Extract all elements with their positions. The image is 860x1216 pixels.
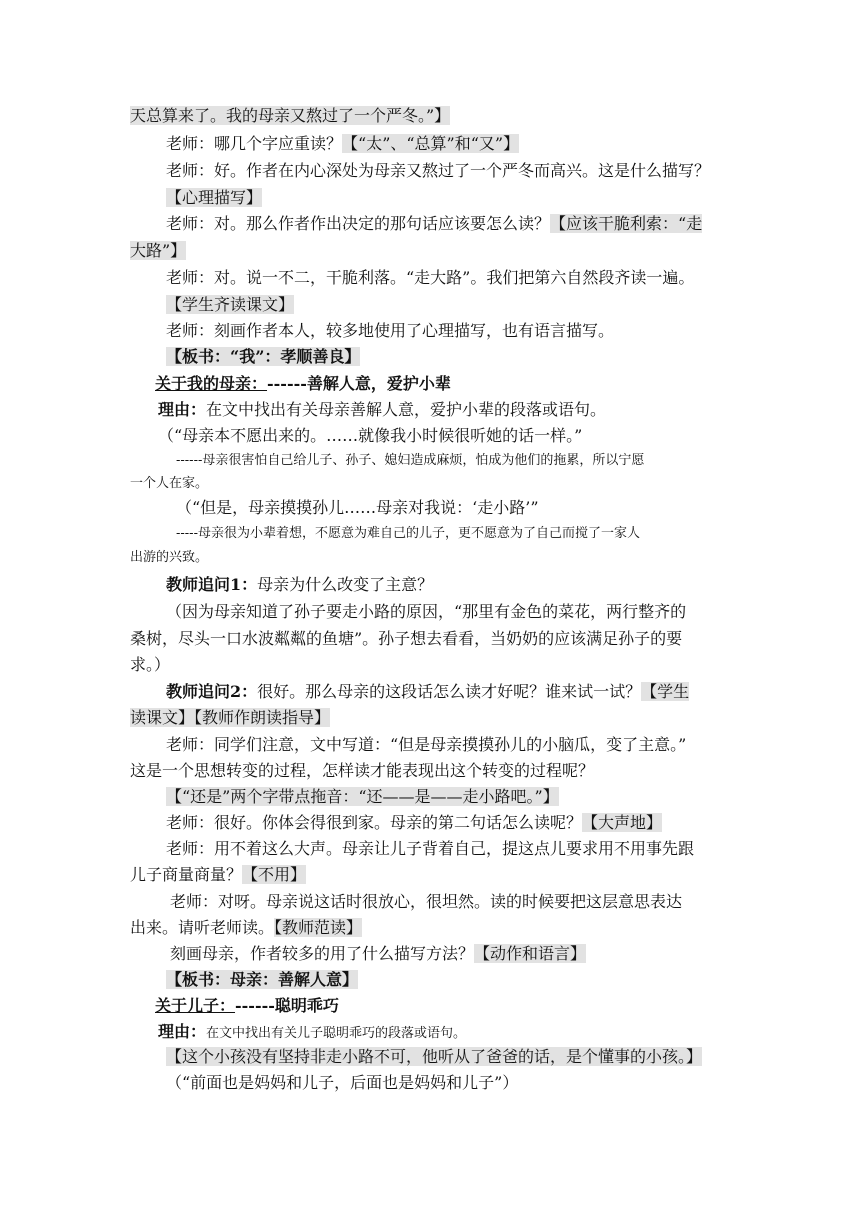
teacher-question: 老师：对。那么作者作出决定的那句话应该要怎么读？ bbox=[166, 214, 551, 233]
activity-highlight: 读课文】 bbox=[130, 708, 195, 727]
text-line: 老师：同学们注意，文中写道：“但是母亲摸摸孙儿的小脑瓜，变了主意。” bbox=[166, 735, 687, 754]
text-line bbox=[130, 105, 450, 127]
teacher-statement: 出来。请听老师读。 bbox=[130, 918, 275, 937]
text-line bbox=[166, 786, 559, 808]
text-line bbox=[130, 917, 362, 939]
teacher-question: 老师：哪几个字应重读？ bbox=[166, 134, 343, 153]
blackboard-note: 【板书：“我”：孝顺善良】 bbox=[166, 347, 361, 366]
blackboard-note: 【板书：母亲：善解人意】 bbox=[166, 970, 359, 989]
followup-text: 母亲为什么改变了主意？ bbox=[257, 575, 434, 594]
text-line bbox=[158, 1021, 466, 1044]
reason-text: 在文中找出有关儿子聪明乖巧的段落或语句。 bbox=[206, 1026, 467, 1041]
activity-highlight: 【学生齐读课文】 bbox=[166, 295, 295, 314]
followup-label: 教师追问1： bbox=[166, 575, 258, 594]
followup-text: 很好。那么母亲的这段话怎么读才好呢？谁来试一试？ bbox=[257, 682, 642, 701]
text-line: 出游的兴致。 bbox=[130, 550, 209, 565]
text-line: 一个人在家。 bbox=[130, 476, 209, 491]
activity-highlight: 【学生 bbox=[641, 682, 690, 701]
answer-highlight: 【心理描写】 bbox=[166, 188, 263, 207]
text-line bbox=[166, 213, 702, 235]
reason-label: 理由： bbox=[158, 1022, 207, 1041]
text-line bbox=[170, 943, 586, 965]
answer-highlight: 【大声地】 bbox=[582, 813, 663, 832]
text-line bbox=[158, 399, 606, 421]
text-line: （“前面也是妈妈和儿子，后面也是妈妈和儿子”） bbox=[166, 1073, 519, 1092]
text-line bbox=[166, 294, 294, 316]
reason-text: 在文中找出有关母亲善解人意，爱护小辈的段落或语句。 bbox=[206, 400, 607, 419]
followup-label: 教师追问2： bbox=[166, 682, 258, 701]
text-line: 求。） bbox=[130, 655, 171, 674]
text-line bbox=[166, 346, 360, 368]
quote-highlight: 天总算来了。我的母亲又熬过了一个严冬。”】 bbox=[130, 106, 451, 125]
text-line: （因为母亲知道了孙子要走小路的原因，“那里有金色的菜花，两行整齐的 bbox=[166, 602, 687, 621]
answer-highlight: 【不用】 bbox=[242, 865, 307, 884]
text-line: 老师：用不着这么大声。母亲让儿子背着自己，提这点儿要求用不用事先跟 bbox=[166, 839, 695, 858]
text-line: ------母亲很害怕自己给儿子、孙子、媳妇造成麻烦，怕成为他们的拖累，所以宁愿 bbox=[176, 453, 645, 468]
teacher-question: 刻画母亲，作者较多的用了什么描写方法？ bbox=[170, 944, 475, 963]
section-heading-label: 关于我的母亲： bbox=[155, 374, 268, 393]
text-line: 桑树，尽头一口水波粼粼的鱼塘”。孙子想去看看，当奶奶的应该满足孙子的要 bbox=[130, 629, 683, 648]
activity-highlight: 【教师作朗读指导】 bbox=[194, 708, 331, 727]
answer-highlight: 【“还是”两个字带点拖音：“还——是——走小路吧。”】 bbox=[166, 787, 559, 806]
text-line: 老师：对。说一不二，干脆利落。“走大路”。我们把第六自然段齐读一遍。 bbox=[166, 268, 695, 287]
answer-highlight: 大路”】 bbox=[130, 241, 187, 260]
text-line bbox=[166, 133, 519, 155]
text-line: 老师：刻画作者本人，较多地使用了心理描写，也有语言描写。 bbox=[166, 321, 615, 340]
section-heading-summary: ------善解人意，爱护小辈 bbox=[267, 374, 451, 393]
teacher-question: 老师：很好。你体会得很到家。母亲的第二句话怎么读呢？ bbox=[166, 813, 583, 832]
text-line: （“但是，母亲摸摸孙儿……母亲对我说：‘走小路’” bbox=[176, 498, 539, 517]
text-line bbox=[130, 707, 330, 729]
text-line: 老师：好。作者在内心深处为母亲又熬过了一个严冬而高兴。这是什么描写？ bbox=[166, 161, 711, 180]
text-line: -----母亲很为小辈着想，不愿意为难自己的儿子，更不愿意为了自己而搅了一家人 bbox=[176, 526, 640, 541]
section-heading bbox=[155, 995, 339, 1017]
text-line bbox=[166, 187, 262, 209]
answer-highlight: 【“太”、“总算”和“又”】 bbox=[342, 134, 520, 153]
section-heading bbox=[155, 373, 451, 395]
section-heading-summary: ------聪明乖巧 bbox=[235, 996, 339, 1015]
text-line bbox=[130, 240, 186, 262]
answer-highlight: 【动作和语言】 bbox=[474, 944, 587, 963]
section-heading-label: 关于儿子： bbox=[155, 996, 236, 1015]
text-line bbox=[166, 681, 689, 703]
answer-highlight: 【应该干脆利索：“走 bbox=[550, 214, 703, 233]
activity-highlight: 【教师范读】 bbox=[274, 918, 363, 937]
text-line: 这是一个思想转变的过程，怎样读才能表现出这个转变的过程呢？ bbox=[130, 761, 595, 780]
text-line bbox=[166, 812, 662, 834]
text-line: 老师：对呀。母亲说这话时很放心，很坦然。读的时候要把这层意思表达 bbox=[170, 892, 683, 911]
text-line bbox=[166, 574, 433, 596]
teacher-question: 儿子商量商量？ bbox=[130, 865, 243, 884]
text-line bbox=[166, 969, 358, 991]
answer-highlight: 【这个小孩没有坚持非走小路不可，他听从了爸爸的话，是个懂事的小孩。】 bbox=[166, 1047, 703, 1066]
text-line bbox=[166, 1046, 702, 1068]
text-line: （“母亲本不愿出来的。……就像我小时候很听她的话一样。” bbox=[158, 426, 583, 445]
reason-label: 理由： bbox=[158, 400, 207, 419]
text-line bbox=[130, 864, 306, 886]
